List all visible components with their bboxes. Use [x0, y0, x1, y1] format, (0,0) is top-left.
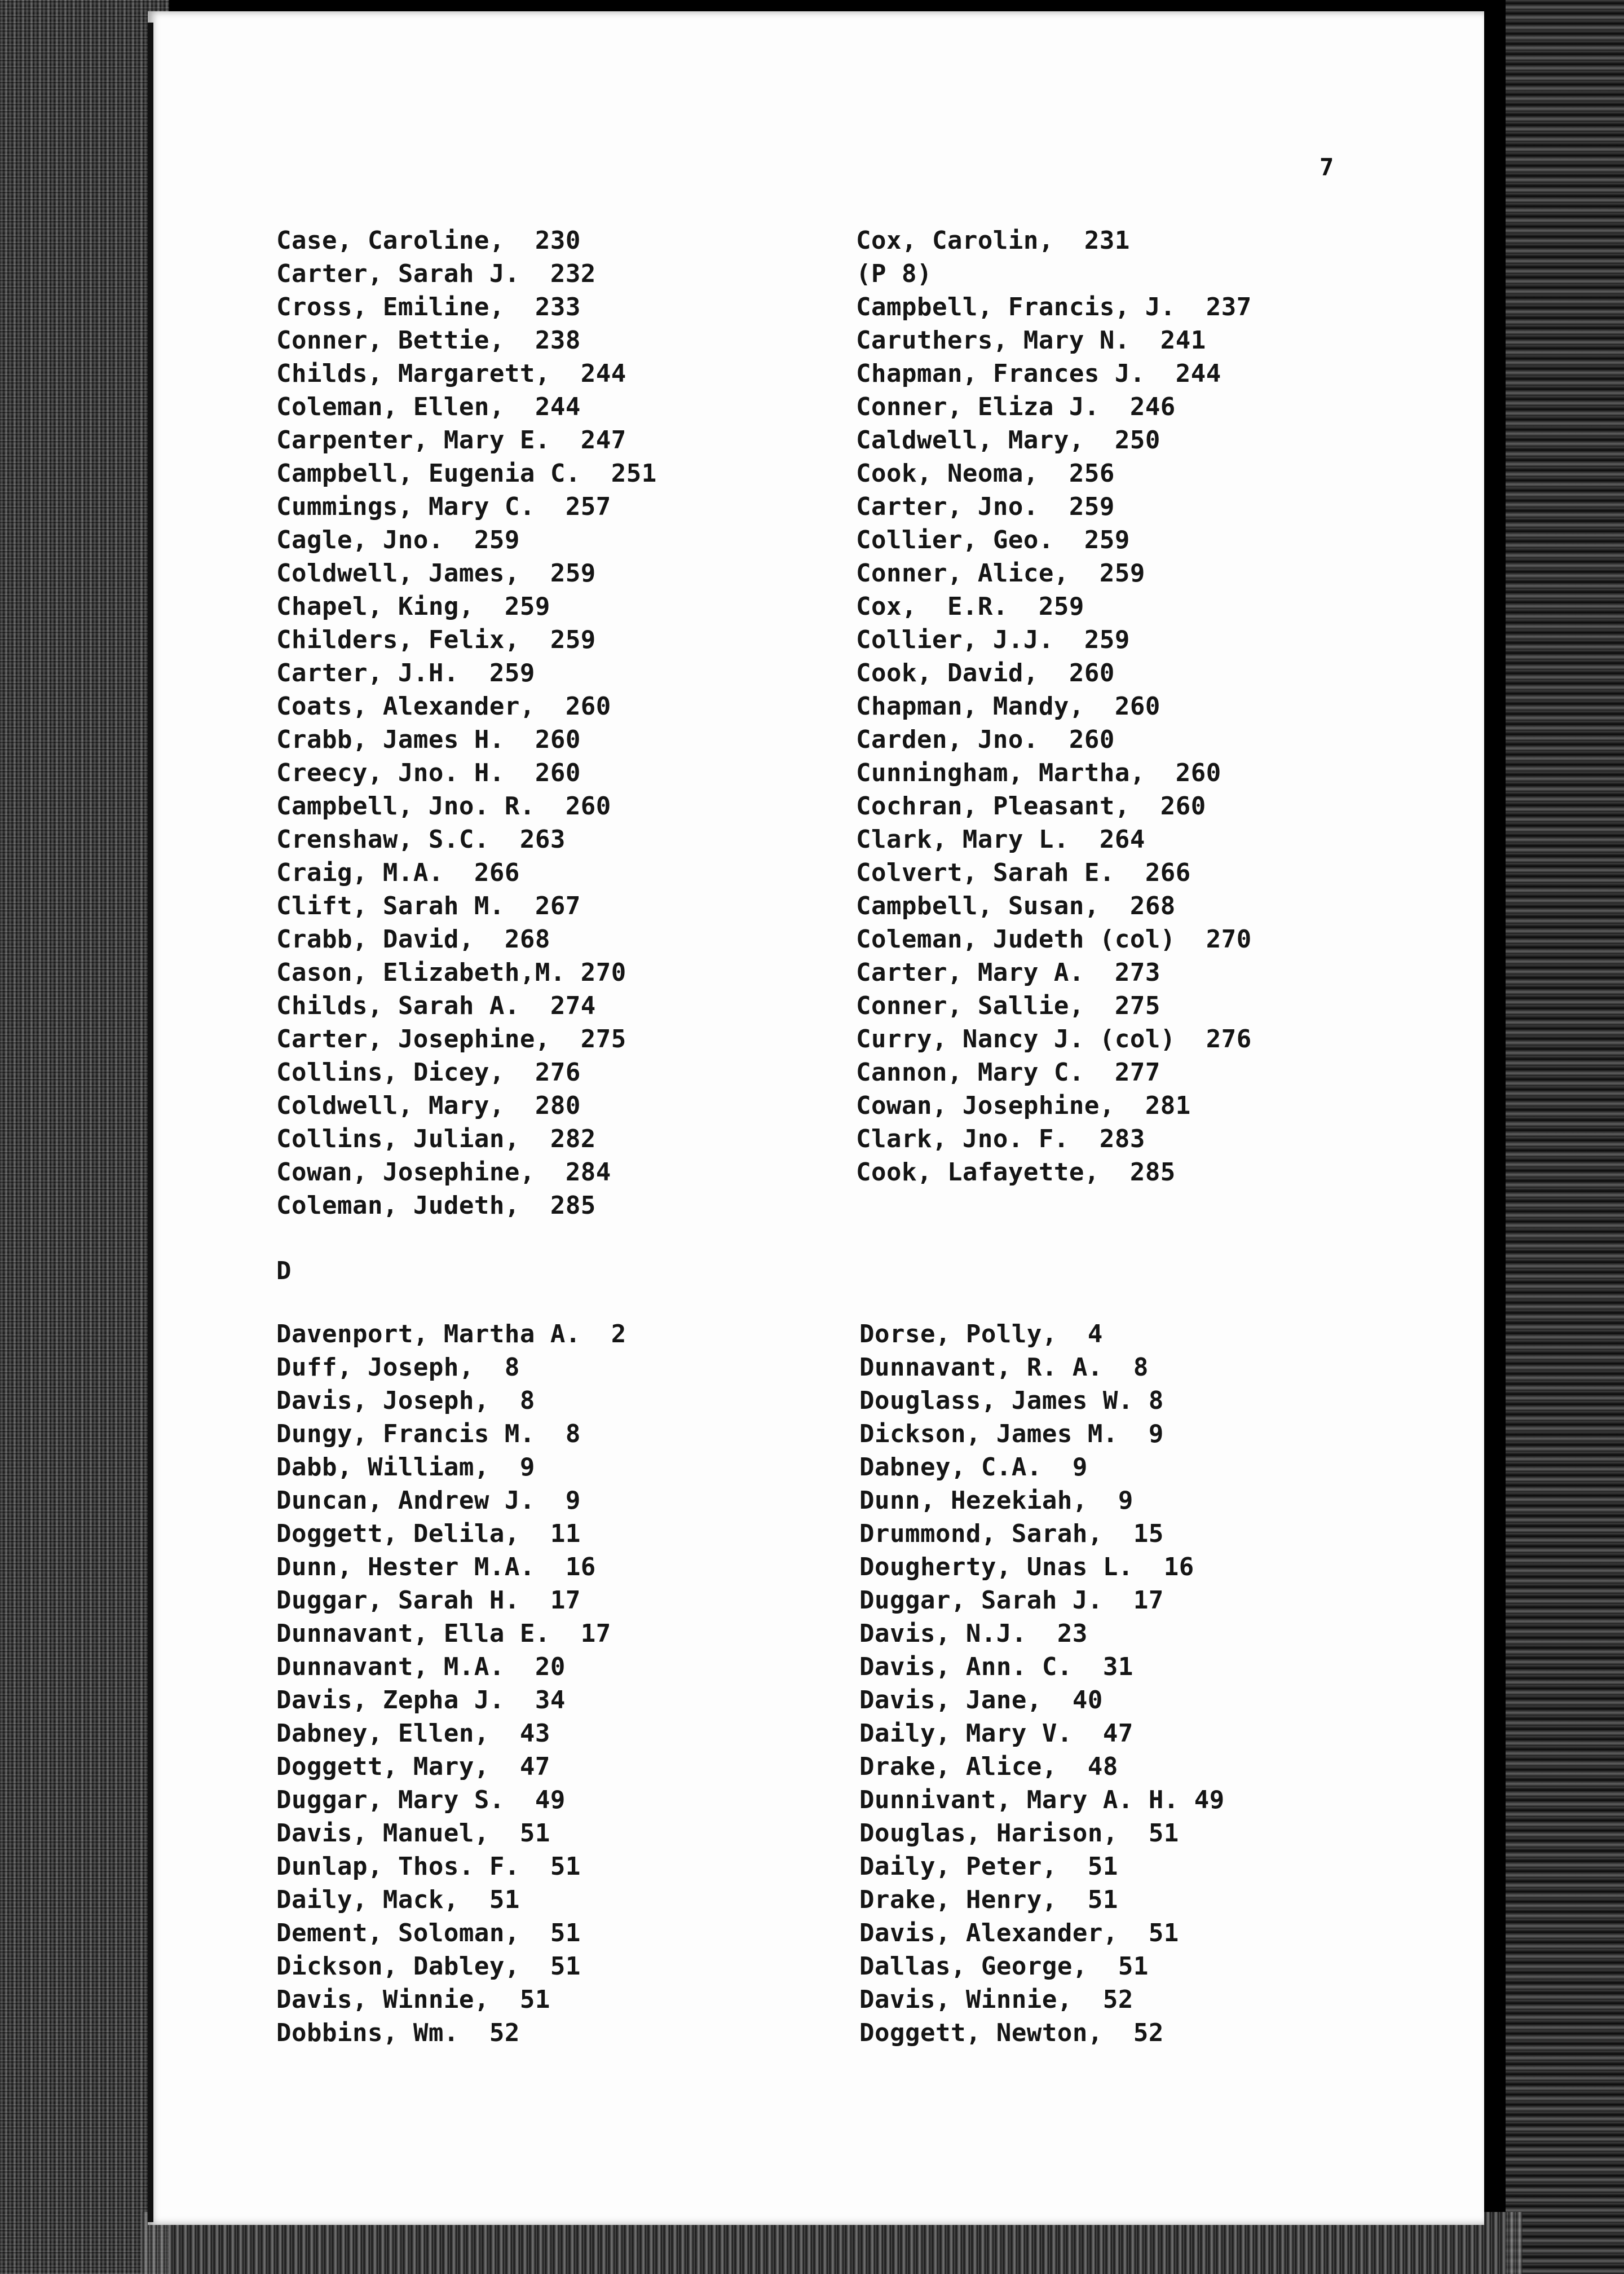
- index-entry: Dabb, William, 9: [276, 1453, 535, 1482]
- index-entry: Cowan, Josephine, 284: [276, 1158, 611, 1187]
- index-entry: Cannon, Mary C. 277: [856, 1058, 1160, 1087]
- index-entry: Childs, Margarett, 244: [276, 359, 626, 388]
- index-entry: Childers, Felix, 259: [276, 625, 596, 654]
- index-entry: Doggett, Delila, 11: [276, 1519, 581, 1548]
- index-entry: Dunnavant, M.A. 20: [276, 1652, 566, 1681]
- scan-edge-left: [0, 0, 169, 2274]
- scan-edge-right: [1506, 0, 1624, 2274]
- index-entry: Cowan, Josephine, 281: [856, 1091, 1191, 1120]
- index-entry: Carter, Jno. 259: [856, 492, 1115, 521]
- index-entry: Davis, Joseph, 8: [276, 1386, 535, 1415]
- index-entry: Carter, J.H. 259: [276, 659, 535, 688]
- index-entry: Dunnavant, Ella E. 17: [276, 1619, 611, 1648]
- index-entry: Caldwell, Mary, 250: [856, 426, 1160, 455]
- index-entry: Doggett, Mary, 47: [276, 1752, 550, 1781]
- index-entry: Clark, Mary L. 264: [856, 825, 1145, 854]
- index-entry: Duncan, Andrew J. 9: [276, 1486, 581, 1515]
- index-entry: Chapel, King, 259: [276, 592, 550, 621]
- index-entry: Davis, Winnie, 52: [859, 1985, 1133, 2014]
- index-entry: Crabb, James H. 260: [276, 725, 581, 754]
- index-entry: Childs, Sarah A. 274: [276, 991, 596, 1020]
- index-entry: Dabney, C.A. 9: [859, 1453, 1088, 1482]
- index-entry: Davis, Zepha J. 34: [276, 1686, 566, 1715]
- index-entry: Collier, Geo. 259: [856, 526, 1130, 554]
- index-entry: Collins, Julian, 282: [276, 1125, 596, 1153]
- index-entry: Coleman, Judeth (col) 270: [856, 925, 1252, 954]
- index-entry: Dabney, Ellen, 43: [276, 1719, 550, 1748]
- index-entry: Cason, Elizabeth,M. 270: [276, 958, 626, 987]
- index-entry: Campbell, Jno. R. 260: [276, 792, 611, 821]
- index-entry: Cross, Emiline, 233: [276, 293, 581, 321]
- index-entry: Davis, Jane, 40: [859, 1686, 1103, 1715]
- index-entry: Drake, Alice, 48: [859, 1752, 1118, 1781]
- index-entry: Clift, Sarah M. 267: [276, 892, 581, 920]
- index-entry: Davis, Ann. C. 31: [859, 1652, 1133, 1681]
- index-entry: Conner, Alice, 259: [856, 559, 1145, 588]
- index-entry: Dobbins, Wm. 52: [276, 2019, 520, 2047]
- index-entry: Dallas, George, 51: [859, 1952, 1149, 1981]
- index-entry: Collins, Dicey, 276: [276, 1058, 581, 1087]
- index-entry: Carter, Sarah J. 232: [276, 259, 596, 288]
- paper-fold-edge: [148, 23, 153, 2222]
- index-entry: Clark, Jno. F. 283: [856, 1125, 1145, 1153]
- index-entry: Duggar, Sarah J. 17: [859, 1586, 1164, 1615]
- index-entry: Conner, Bettie, 238: [276, 326, 581, 355]
- section-letter-d: D: [276, 1257, 292, 1285]
- index-entry: Daily, Mary V. 47: [859, 1719, 1133, 1748]
- index-entry: Chapman, Frances J. 244: [856, 359, 1221, 388]
- index-entry: Cummings, Mary C. 257: [276, 492, 611, 521]
- index-entry: Dickson, Dabley, 51: [276, 1952, 581, 1981]
- index-entry: Cox, E.R. 259: [856, 592, 1084, 621]
- index-entry: Coats, Alexander, 260: [276, 692, 611, 721]
- index-entry: Carter, Mary A. 273: [856, 958, 1160, 987]
- index-entry: Cook, Neoma, 256: [856, 459, 1115, 488]
- index-entry: Cagle, Jno. 259: [276, 526, 520, 554]
- index-entry: (P 8): [856, 259, 932, 288]
- index-entry: Dorse, Polly, 4: [859, 1320, 1103, 1348]
- index-entry: Duggar, Sarah H. 17: [276, 1586, 581, 1615]
- index-entry: Davis, Winnie, 51: [276, 1985, 550, 2014]
- index-entry: Cook, Lafayette, 285: [856, 1158, 1176, 1187]
- index-entry: Douglass, James W. 8: [859, 1386, 1164, 1415]
- index-entry: Doggett, Newton, 52: [859, 2019, 1164, 2047]
- index-entry: Drummond, Sarah, 15: [859, 1519, 1164, 1548]
- index-entry: Dement, Soloman, 51: [276, 1919, 581, 1947]
- index-entry: Daily, Peter, 51: [859, 1852, 1118, 1881]
- c-entries-right-column: [856, 224, 1252, 1189]
- index-entry: Campbell, Eugenia C. 251: [276, 459, 657, 488]
- index-entry: Crabb, David, 268: [276, 925, 550, 954]
- c-entries-left-column: [276, 224, 657, 1222]
- index-entry: Dickson, James M. 9: [859, 1420, 1164, 1448]
- index-entry: Cox, Carolin, 231: [856, 226, 1130, 255]
- index-entry: Colvert, Sarah E. 266: [856, 858, 1191, 887]
- index-entry: Coldwell, Mary, 280: [276, 1091, 581, 1120]
- index-entry: Dougherty, Unas L. 16: [859, 1553, 1194, 1581]
- index-entry: Duggar, Mary S. 49: [276, 1786, 566, 1814]
- index-entry: Davis, Alexander, 51: [859, 1919, 1179, 1947]
- index-entry: Craig, M.A. 266: [276, 858, 520, 887]
- index-entry: Case, Caroline, 230: [276, 226, 581, 255]
- index-entry: Collier, J.J. 259: [856, 625, 1130, 654]
- index-entry: Davenport, Martha A. 2: [276, 1320, 626, 1348]
- index-entry: Conner, Eliza J. 246: [856, 393, 1176, 421]
- index-entry: Dungy, Francis M. 8: [276, 1420, 581, 1448]
- index-entry: Caruthers, Mary N. 241: [856, 326, 1206, 355]
- d-entries-left-column: [276, 1317, 626, 2050]
- index-entry: Davis, Manuel, 51: [276, 1819, 550, 1848]
- index-entry: Coldwell, James, 259: [276, 559, 596, 588]
- index-entry: Duff, Joseph, 8: [276, 1353, 520, 1382]
- index-entry: Cook, David, 260: [856, 659, 1115, 688]
- index-entry: Daily, Mack, 51: [276, 1885, 520, 1914]
- d-entries-right-column: [859, 1317, 1225, 2050]
- index-entry: Coleman, Judeth, 285: [276, 1191, 596, 1220]
- index-entry: Chapman, Mandy, 260: [856, 692, 1160, 721]
- index-entry: Dunn, Hester M.A. 16: [276, 1553, 596, 1581]
- index-entry: Conner, Sallie, 275: [856, 991, 1160, 1020]
- index-entry: Drake, Henry, 51: [859, 1885, 1118, 1914]
- index-entry: Dunn, Hezekiah, 9: [859, 1486, 1133, 1515]
- index-entry: Campbell, Francis, J. 237: [856, 293, 1252, 321]
- index-entry: Campbell, Susan, 268: [856, 892, 1176, 920]
- index-entry: Creecy, Jno. H. 260: [276, 759, 581, 787]
- index-entry: Carpenter, Mary E. 247: [276, 426, 626, 455]
- index-entry: Dunlap, Thos. F. 51: [276, 1852, 581, 1881]
- index-entry: Dunnivant, Mary A. H. 49: [859, 1786, 1225, 1814]
- index-entry: Coleman, Ellen, 244: [276, 393, 581, 421]
- index-entry: Dunnavant, R. A. 8: [859, 1353, 1149, 1382]
- index-entry: Cunningham, Martha, 260: [856, 759, 1221, 787]
- index-entry: Davis, N.J. 23: [859, 1619, 1088, 1648]
- index-entry: Carter, Josephine, 275: [276, 1025, 626, 1054]
- index-entry: Cochran, Pleasant, 260: [856, 792, 1206, 821]
- index-entry: Curry, Nancy J. (col) 276: [856, 1025, 1252, 1054]
- page-number: 7: [1320, 153, 1334, 181]
- index-entry: Carden, Jno. 260: [856, 725, 1115, 754]
- index-entry: Douglas, Harison, 51: [859, 1819, 1179, 1848]
- index-entry: Crenshaw, S.C. 263: [276, 825, 566, 854]
